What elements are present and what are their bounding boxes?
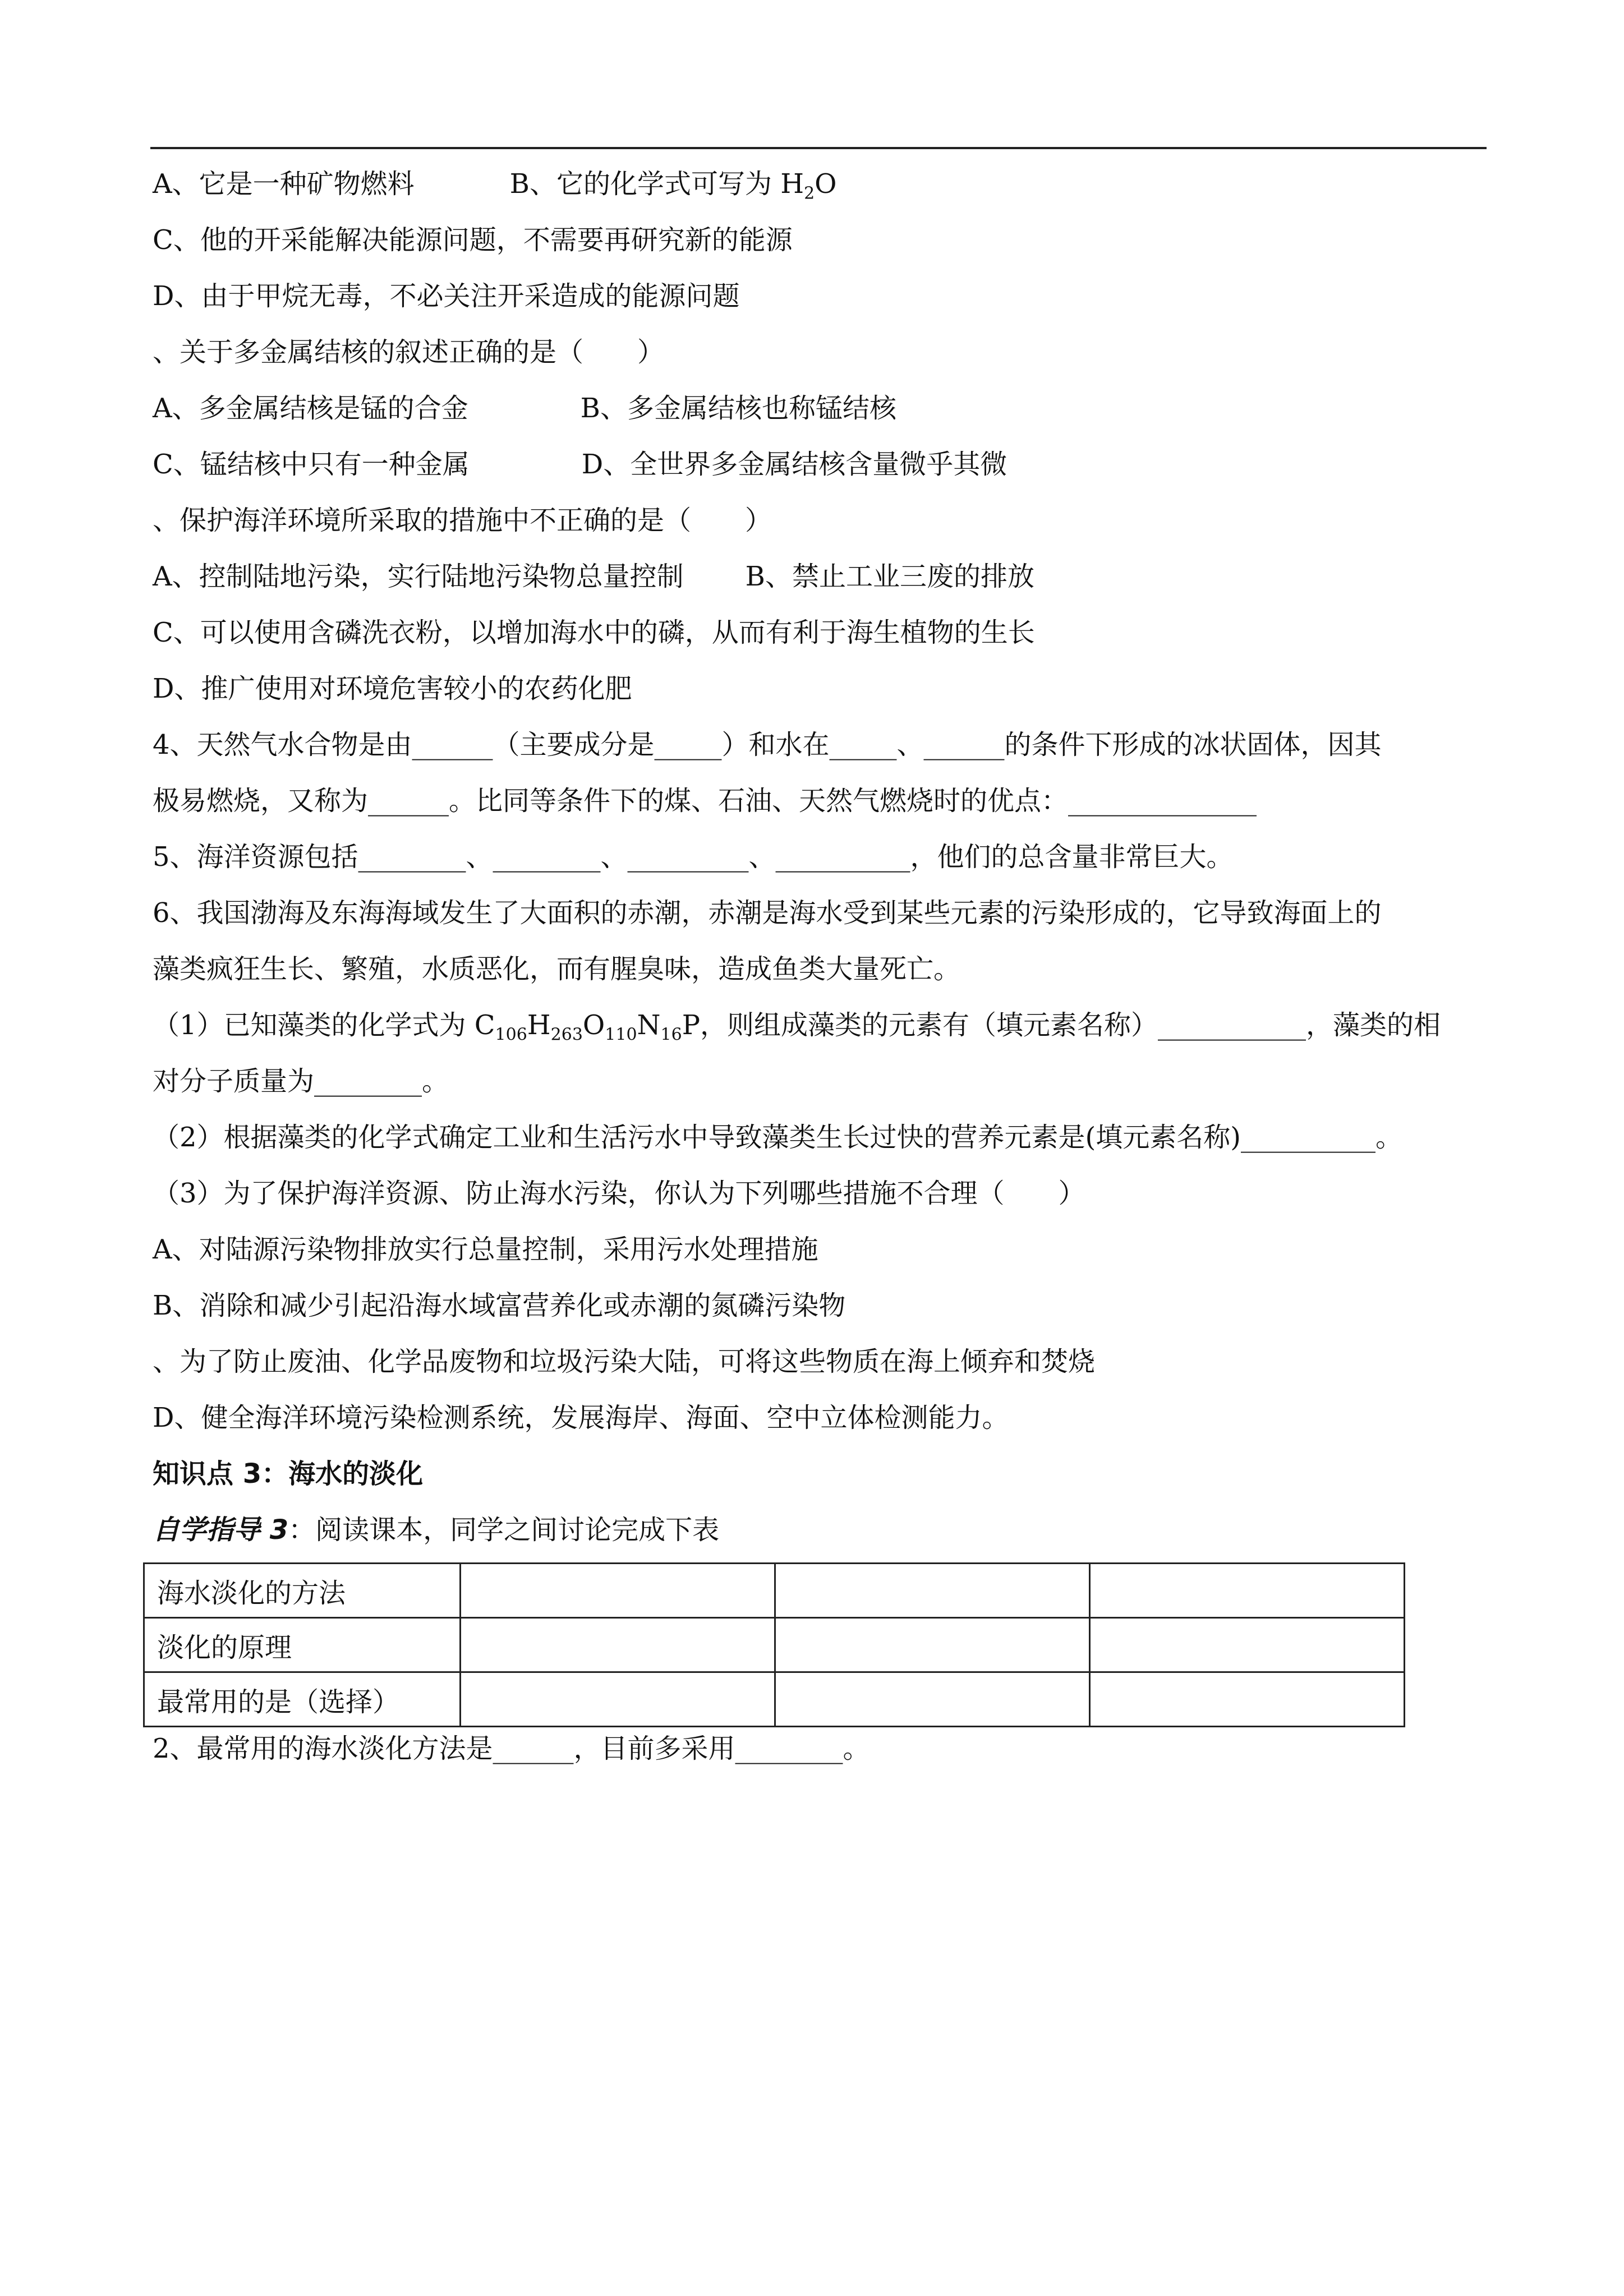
option-a-nodules: A、多金属结核是锰的合金 xyxy=(153,393,468,424)
question-4-line-1: 4、天然气水合物是由______（主要成分是_____）和水在_____、______的条件下形成的冰状固体，因其 xyxy=(153,729,1382,760)
row-label-principle: 淡化的原理 xyxy=(144,1618,461,1672)
option-c-nodules: C、锰结核中只有一种金属 xyxy=(153,449,470,480)
desalination-table xyxy=(143,1562,1405,1727)
blank-cell[interactable] xyxy=(775,1618,1090,1672)
line-option-d: D、由于甲烷无毒，不必关注开采造成的能源问题 xyxy=(153,280,740,312)
option-d-nodules: D、全世界多金属结核含量微乎其微 xyxy=(581,449,1007,480)
line-nodules-cd xyxy=(153,436,1499,492)
part-3-option-c: 、为了防止废油、化学品废物和垃圾污染大陆，可将这些物质在海上倾弃和焚烧 xyxy=(153,1346,1096,1377)
question-6-part-1-cont: 对分子质量为________。 xyxy=(153,1066,449,1097)
table-row xyxy=(144,1618,1405,1672)
blank-cell[interactable] xyxy=(1090,1618,1405,1672)
self-study-guide xyxy=(153,1502,1499,1558)
question-nodules: 、关于多金属结核的叙述正确的是（ ） xyxy=(153,336,665,368)
question-6-part-3: （3）为了保护海洋资源、防止海水污染，你认为下列哪些措施不合理（ ） xyxy=(153,1178,1085,1209)
table-row xyxy=(144,1564,1405,1618)
row-label-most-common: 最常用的是（选择） xyxy=(144,1672,461,1727)
document-body xyxy=(153,156,1499,1558)
blank-cell[interactable] xyxy=(775,1564,1090,1618)
guide-label: 自学指导 3 xyxy=(153,1514,289,1546)
question-6-part-2: （2）根据藻类的化学式确定工业和生活污水中导致藻类生长过快的营养元素是(填元素名称)__________。 xyxy=(153,1122,1402,1153)
option-b-protection: B、禁止工业三废的排放 xyxy=(745,561,1034,592)
question-4-line-2: 极易燃烧，又称为______。比同等条件下的煤、石油、天然气燃烧时的优点：______________ xyxy=(153,785,1257,817)
question-6-line-1: 6、我国渤海及东海海域发生了大面积的赤潮，赤潮是海水受到某些元素的污染形成的，它导致海面上的 xyxy=(153,897,1382,929)
option-b-formula: B、它的化学式可写为 $H_2O$ xyxy=(509,168,837,204)
question-6-line-2: 藻类疯狂生长、繁殖，水质恶化，而有腥臭味，造成鱼类大量死亡。 xyxy=(153,953,961,985)
part-3-option-d: D、健全海洋环境污染检测系统，发展海岸、海面、空中立体检测能力。 xyxy=(153,1402,1009,1433)
row-label-method: 海水淡化的方法 xyxy=(144,1564,461,1618)
line-nodules-ab xyxy=(153,380,1499,436)
question-ocean-protection: 、保护海洋环境所采取的措施中不正确的是（ ） xyxy=(153,505,772,536)
line-option-c: C、他的开采能解决能源问题，不需要再研究新的能源 xyxy=(153,224,793,256)
header-rule xyxy=(150,147,1487,149)
option-b-nodules: B、多金属结核也称锰结核 xyxy=(580,393,896,424)
part-3-option-b: B、消除和减少引起沿海水域富营养化或赤潮的氮磷污染物 xyxy=(153,1290,846,1321)
table-row xyxy=(144,1672,1405,1727)
blank-cell[interactable] xyxy=(1090,1672,1405,1727)
part-3-option-a: A、对陆源污染物排放实行总量控制，采用污水处理措施 xyxy=(153,1234,818,1265)
guide-text: ：阅读课本，同学之间讨论完成下表 xyxy=(288,1514,720,1546)
blank-cell[interactable] xyxy=(461,1618,775,1672)
line-protection-ab xyxy=(153,548,1499,605)
blank-cell[interactable] xyxy=(461,1564,775,1618)
option-c-protection: C、可以使用含磷洗衣粉，以增加海水中的磷，从而有利于海生植物的生长 xyxy=(153,617,1035,648)
option-a-mineral-fuel: A、它是一种矿物燃料 xyxy=(153,168,415,200)
blank-cell[interactable] xyxy=(775,1672,1090,1727)
question-6-part-1: （1）已知藻类的化学式为 $C_{106}H_{263}O_{110}N_{16}P$，则组成藻类的元素有（填元素名称）___________，藻类的相 xyxy=(153,1009,1441,1045)
section-heading: 知识点 3：海水的淡化 xyxy=(153,1458,424,1490)
option-d-protection: D、推广使用对环境危害较小的农药化肥 xyxy=(153,673,632,704)
question-desalination-method: 2、最常用的海水淡化方法是______，目前多采用________。 xyxy=(153,1733,870,1764)
option-a-protection: A、控制陆地污染，实行陆地污染物总量控制 xyxy=(153,561,684,592)
blank-cell[interactable] xyxy=(461,1672,775,1727)
question-5: 5、海洋资源包括________、________、_________、__________，他们的总含量非常巨大。 xyxy=(153,841,1234,873)
line-option-ab xyxy=(153,156,1499,212)
blank-cell[interactable] xyxy=(1090,1564,1405,1618)
